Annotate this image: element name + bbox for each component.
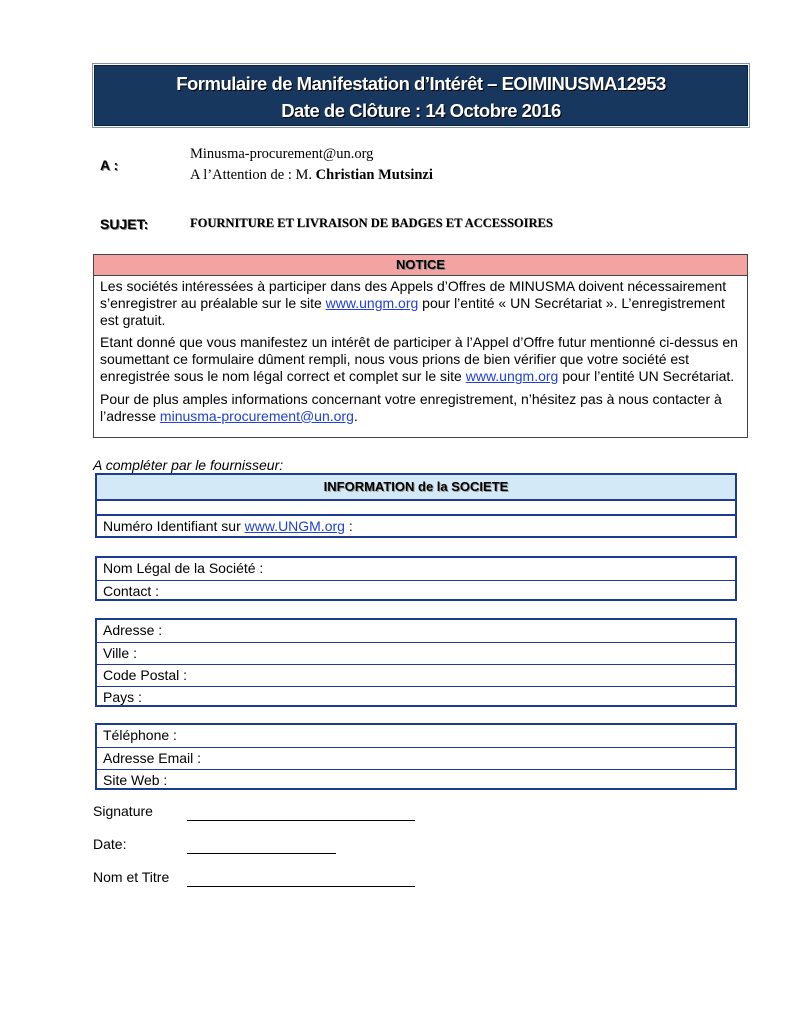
field-label: Numéro Identifiant sur <box>103 518 245 534</box>
signature-line[interactable] <box>187 806 415 821</box>
contact-details-box <box>95 723 737 790</box>
notice-text: Etant donné que vous manifestez un intérêt de participer à l’Appel d’Offre futur mentionné ci-dessus en soumettant ce formulaire dûment rempli, nous vous prions de bien vérifier que votre société est enregistrée sous le nom légal correct et complet sur le site <box>100 334 738 384</box>
website-field[interactable]: Site Web : <box>97 769 735 791</box>
form-title-banner <box>94 65 748 126</box>
notice-box <box>93 254 748 438</box>
recipient-email: Minusma-procurement@un.org <box>190 146 374 162</box>
company-info-header: INFORMATION de la SOCIETE <box>95 473 737 501</box>
ungm-id-field[interactable] <box>97 516 735 536</box>
ungm-id-box <box>95 501 737 538</box>
notice-paragraph-1 <box>100 278 741 328</box>
country-field[interactable]: Pays : <box>97 686 735 708</box>
subject-label: SUJET: <box>100 216 149 232</box>
contact-field[interactable]: Contact : <box>97 580 735 602</box>
ungm-link[interactable]: www.UNGM.org <box>244 518 345 534</box>
notice-paragraph-3 <box>100 391 741 425</box>
signature-label: Signature <box>93 803 153 819</box>
spacer-row <box>97 501 735 516</box>
notice-text: Pour de plus amples informations concernant votre enregistrement, n’hésitez pas à nous contacter à l’adresse <box>100 390 722 424</box>
legal-name-field[interactable]: Nom Légal de la Société : <box>103 560 264 576</box>
supplier-note: A compléter par le fournisseur: <box>93 457 284 473</box>
date-line[interactable] <box>187 839 336 854</box>
date-label: Date: <box>93 836 127 852</box>
address-box <box>95 618 737 707</box>
name-title-line[interactable] <box>187 872 415 887</box>
closing-date: Date de Clôture : 14 Octobre 2016 <box>281 100 561 121</box>
attention-name: Christian Mutsinzi <box>315 167 433 183</box>
email-field[interactable]: Adresse Email : <box>97 747 735 769</box>
form-title: Formulaire de Manifestation d’Intérêt – EOIMINUSMA12953 <box>176 73 666 94</box>
city-field[interactable]: Ville : <box>97 642 735 664</box>
notice-text: pour l’entité UN Secrétariat. <box>558 367 735 384</box>
notice-text: . <box>353 407 358 424</box>
phone-field[interactable]: Téléphone : <box>103 727 177 743</box>
field-label: : <box>344 518 353 534</box>
procurement-email-link[interactable]: minusma-procurement@un.org <box>159 407 354 424</box>
company-name-box <box>95 556 737 601</box>
notice-text: Les sociétés intéressées à participer dans des Appels d’Offres de MINUSMA doivent nécessairement s’enregistrer au préalable sur le site <box>100 278 727 311</box>
notice-paragraph-2 <box>100 334 741 384</box>
attention-prefix: A l’Attention de : M. <box>190 167 313 183</box>
name-title-label: Nom et Titre <box>93 869 170 885</box>
notice-text: pour l’entité « UN Secrétariat ». L’enregistrement est gratuit. <box>100 294 725 328</box>
ungm-link[interactable]: www.ungm.org <box>465 367 559 384</box>
subject-text: FOURNITURE ET LIVRAISON DE BADGES ET ACCESSOIRES <box>190 216 553 230</box>
ungm-link[interactable]: www.ungm.org <box>325 294 419 311</box>
recipient-label: A : <box>100 157 119 173</box>
notice-title: NOTICE <box>94 255 747 276</box>
attention-line <box>190 167 433 184</box>
postal-code-field[interactable]: Code Postal : <box>97 664 735 686</box>
address-field[interactable]: Adresse : <box>103 622 163 638</box>
notice-body <box>94 276 747 424</box>
